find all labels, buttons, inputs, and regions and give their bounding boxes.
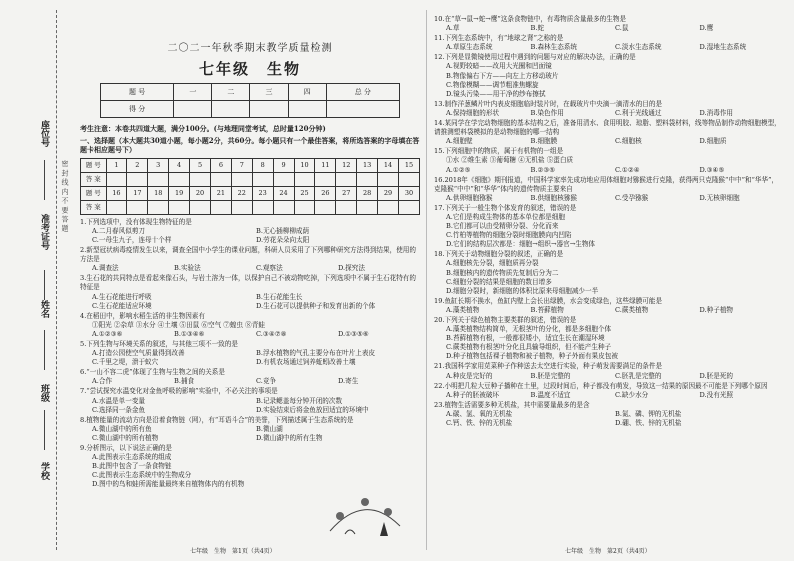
option[interactable]: B.细胞膜 xyxy=(530,137,558,146)
option[interactable]: D.种子植物 xyxy=(699,305,734,314)
question-number-cell: 9 xyxy=(273,158,294,172)
answer-cell[interactable] xyxy=(378,200,399,214)
option-row xyxy=(80,434,420,443)
question-number-cell: 18 xyxy=(148,186,169,200)
grid-header-cell: 答 案 xyxy=(81,200,107,214)
option-row xyxy=(434,410,784,419)
question-item xyxy=(434,362,784,380)
option[interactable]: D.种子植物包括裸子植物和被子植物，种子外面有果皮包被 xyxy=(446,352,618,361)
answer-cell[interactable] xyxy=(315,172,336,186)
option[interactable]: B.细胞核内的遗传物质先复制后分为二 xyxy=(446,268,559,277)
answer-cell[interactable] xyxy=(252,172,273,186)
school-label: 学校 xyxy=(39,462,49,480)
option[interactable]: A.生石花能进行呼吸 xyxy=(92,292,152,301)
exam-title: 二〇二一年秋季期末教学质量检测 xyxy=(167,43,333,54)
question-item xyxy=(434,119,784,146)
name-label: 姓名 xyxy=(39,300,49,318)
question-item xyxy=(434,316,784,361)
question-number-cell: 30 xyxy=(398,186,419,200)
question-item xyxy=(434,176,784,203)
question-number-cell: 4 xyxy=(169,158,190,172)
question-item xyxy=(80,340,420,367)
question-number-cell: 24 xyxy=(273,186,294,200)
ecosystem-diagram xyxy=(320,486,410,541)
option-row xyxy=(434,419,784,428)
answer-cell[interactable] xyxy=(294,172,315,186)
option[interactable]: C.观察法 xyxy=(256,264,283,273)
question-number-cell: 28 xyxy=(357,186,378,200)
option[interactable]: A.藻类植物结构简单，无根茎叶的分化，都是多细胞个体 xyxy=(446,325,612,334)
question-stem: 8.植物能量的流动方向是沿着食物链（网），有“耳语斗合”的美誉，下列描述属于生态系统的是 xyxy=(80,415,354,424)
question-number-cell: 5 xyxy=(190,158,211,172)
option-row xyxy=(80,406,420,415)
answer-cell[interactable] xyxy=(294,200,315,214)
question-item xyxy=(80,274,420,310)
option[interactable]: C.此图表示生态系统中的生物成分 xyxy=(92,471,192,480)
answer-cell[interactable] xyxy=(273,200,294,214)
question-number-cell: 3 xyxy=(148,158,169,172)
question-number-cell: 2 xyxy=(127,158,148,172)
answer-cell[interactable] xyxy=(336,172,357,186)
option[interactable]: D.没有光照 xyxy=(699,390,734,399)
question-stem: 11.下列生态系统中，有“地球之肾”之称的是 xyxy=(434,34,564,43)
answer-cell[interactable] xyxy=(210,172,231,186)
option[interactable]: A.调查法 xyxy=(92,264,119,273)
option[interactable]: B.微山湖 xyxy=(256,424,283,433)
option[interactable]: D.鹰 xyxy=(699,24,714,33)
question-stem: 9.分析图示，以下说法正确的是 xyxy=(80,444,173,453)
grid-header-cell: 答 案 xyxy=(81,172,107,186)
question-stem: 2.新型冠状病毒疫情发生以来，调查全国中小学生的课业问题，科研人员采用了下列哪种研究方法得到结果，使用的方法是 xyxy=(80,246,416,264)
option[interactable]: A.种皮是完好的 xyxy=(446,371,493,380)
question-list-right xyxy=(434,15,784,428)
option[interactable]: C.细胞核 xyxy=(615,137,642,146)
answer-cell[interactable] xyxy=(169,200,190,214)
question-number-cell: 7 xyxy=(231,158,252,172)
exam-id-label: 准考证号 xyxy=(39,214,49,250)
option[interactable]: A.合作 xyxy=(92,377,113,386)
question-number-cell: 14 xyxy=(378,158,399,172)
question-item xyxy=(434,34,784,52)
option-row xyxy=(434,166,784,175)
question-stem: 7.“尝试探究水温变化对金鱼呼吸的影响”实验中，不必关注的事项是 xyxy=(80,387,278,396)
question-stem: 5.下列生物与环境关系的叙述，与其他三项不一致的是 xyxy=(80,340,238,349)
question-stem: 13.制作洋葱鳞片叶内表皮细胞临时装片时，在载玻片中央滴一滴清水的目的是 xyxy=(434,99,663,108)
option[interactable]: C.①②④ xyxy=(615,165,640,174)
question-number-cell: 6 xyxy=(210,158,231,172)
question-stem: 6.“一山不容二虎”体现了生物与生物之间的关系是 xyxy=(80,368,225,377)
answer-cell[interactable] xyxy=(357,172,378,186)
question-number-cell: 16 xyxy=(106,186,127,200)
option[interactable]: B.它们都可以由受精卵分裂、分化而来 xyxy=(446,222,559,231)
question-number-cell: 21 xyxy=(210,186,231,200)
option[interactable]: C.蕨类植物 xyxy=(615,305,649,314)
option-row xyxy=(80,349,420,358)
answer-cell[interactable] xyxy=(169,172,190,186)
option[interactable]: D.生石花可以提供种子和发育出新的个体 xyxy=(256,301,376,310)
option[interactable]: C.利于光线通过 xyxy=(615,108,662,117)
option[interactable]: C.物像模糊——调节粗准焦螺旋 xyxy=(446,80,539,89)
option[interactable]: D.细胞质 xyxy=(699,137,727,146)
option[interactable]: A.细胞壁 xyxy=(446,137,473,146)
seat-number-label: 座位号 xyxy=(39,120,49,147)
option[interactable]: C.鼠 xyxy=(615,24,629,33)
option-row xyxy=(80,264,420,273)
question-item xyxy=(434,15,784,33)
option[interactable]: D.微山湖中的所有生物 xyxy=(256,433,323,442)
question-number-cell: 25 xyxy=(294,186,315,200)
option[interactable]: C.选择同一条金鱼 xyxy=(92,405,146,414)
option[interactable]: C.细胞分裂的结果是细胞的数目增多 xyxy=(446,277,552,286)
option[interactable]: B.染色作用 xyxy=(530,108,564,117)
answer-cell[interactable] xyxy=(315,200,336,214)
question-item xyxy=(80,387,420,414)
answer-cell[interactable] xyxy=(190,172,211,186)
option[interactable]: C.竞争 xyxy=(256,377,277,386)
option[interactable]: B.无心插柳柳成荫 xyxy=(256,226,310,235)
grid-header-cell: 题 号 xyxy=(81,158,107,172)
option[interactable]: B.蛇 xyxy=(530,24,545,33)
answer-cell[interactable] xyxy=(210,200,231,214)
footer-right: 七年级 生物 第2页（共4页） xyxy=(565,548,651,555)
option[interactable]: B.实验法 xyxy=(174,264,201,273)
option[interactable]: B.苔藓植物 xyxy=(530,305,564,314)
exam-subject: 七年级 生物 xyxy=(198,59,301,78)
question-item xyxy=(434,147,784,174)
option[interactable]: A.①②③⑥ xyxy=(92,329,123,338)
option[interactable]: A.①②⑤ xyxy=(446,165,471,174)
binding-margin xyxy=(0,0,70,561)
answer-cell[interactable] xyxy=(231,172,252,186)
option[interactable]: A.打造公园使空气质量得到改善 xyxy=(92,349,185,358)
answer-cell[interactable] xyxy=(357,200,378,214)
question-number-cell: 29 xyxy=(378,186,399,200)
option-row xyxy=(434,372,784,381)
question-stem: 1.下列选项中，没有体现生物特征的是 xyxy=(80,217,192,226)
question-stem: 3.生石花的共同特点是看起来像石头，与岩土溶为一体，以保护自己不被动物吃掉，下列选项中不属于生石花特有的特征是 xyxy=(80,274,416,292)
question-item xyxy=(434,204,784,249)
option[interactable]: B.浮水植物的气孔主要分布在叶片上表皮 xyxy=(256,349,376,358)
option[interactable]: B.胚是完整的 xyxy=(530,371,571,380)
question-stem: 19.鱼缸长期不换水，鱼缸内壁上会长出绿膜，水会变成绿色，这些绿膜可能是 xyxy=(434,296,663,305)
question-stem: 15.下列细胞中的物质，属于有机物的一组是 xyxy=(434,147,564,156)
question-number-cell: 11 xyxy=(315,158,336,172)
question-item xyxy=(434,250,784,295)
question-number-cell: 13 xyxy=(357,158,378,172)
question-stem: 10.在“草→鼠→蛇→鹰”这条食物链中，有毒物质含量最多的生物是 xyxy=(434,15,627,23)
question-item xyxy=(434,297,784,315)
answer-cell[interactable] xyxy=(231,200,252,214)
option[interactable]: C.一母生九子，连母十个样 xyxy=(92,235,172,244)
answer-cell[interactable] xyxy=(106,200,127,214)
answer-cell[interactable] xyxy=(273,172,294,186)
option[interactable]: D.寄生 xyxy=(338,377,359,386)
seal-line xyxy=(56,10,57,550)
question-item xyxy=(80,444,420,489)
question-item xyxy=(80,416,420,443)
option[interactable]: A.它们是构成生物体的基本单位都是细胞 xyxy=(446,212,565,221)
option-row xyxy=(434,194,784,203)
exam-notice: 考生注意：本卷共四道大题，满分100分。(与地理同堂考试，总时量120分钟) xyxy=(80,124,326,134)
option[interactable]: A.藻类植物 xyxy=(446,305,480,314)
option[interactable]: B.物像偏右下方——向左上方移动玻片 xyxy=(446,71,559,80)
option[interactable]: C.钙、铁、锌的无机盐 xyxy=(446,419,513,428)
option[interactable]: C.缺少水分 xyxy=(615,390,649,399)
left-column xyxy=(80,14,420,490)
option[interactable]: D.无核卵细胞 xyxy=(699,193,740,202)
question-stem: 21.我国科学家用苋菜种子作种送去太空进行实验，种子萌发需要满足的条件是 xyxy=(434,362,663,371)
option[interactable]: A.视野较暗——改用大光圈和凹面镜 xyxy=(446,62,552,71)
answer-grid xyxy=(80,158,420,215)
option[interactable]: B.苔藓植物有根，一般都很矮小，适宜生长在潮湿环境 xyxy=(446,334,605,343)
option-row xyxy=(434,24,784,33)
answer-cell[interactable] xyxy=(252,200,273,214)
question-stem: 4.在稻田中，影响水稻生活的非生物因素有 xyxy=(80,311,205,320)
footer-left: 七年级 生物 第1页（共4页） xyxy=(190,548,276,555)
option[interactable]: D.探究法 xyxy=(338,264,365,273)
question-item xyxy=(434,100,784,118)
question-number-cell: 27 xyxy=(336,186,357,200)
question-stem: 22.小明把几粒大豆种子播种在土里，过段时间后，种子都没有萌发，导致这一结果的原因最不可能是下列哪个原因 xyxy=(434,381,768,390)
option-row xyxy=(434,391,784,400)
option-row xyxy=(80,330,420,339)
answer-cell[interactable] xyxy=(127,172,148,186)
option[interactable]: D.它们的结构层次都是：细胞→组织→器官→生物体 xyxy=(446,240,596,249)
option[interactable]: D.①③⑤⑥ xyxy=(338,329,369,338)
option[interactable]: B.森林生态系统 xyxy=(530,43,578,52)
option[interactable]: A.供卵细胞猕猴 xyxy=(446,193,493,202)
question-number-cell: 1 xyxy=(106,158,127,172)
option-row xyxy=(434,43,784,52)
class-label: 班级 xyxy=(39,384,49,402)
option[interactable]: C.生石花能适应环境 xyxy=(92,301,152,310)
option[interactable]: A.碳、氢、氧的无机盐 xyxy=(446,409,513,418)
option[interactable]: D.湿地生态系统 xyxy=(699,43,747,52)
question-stem: 12.下列是显微镜使用过程中遇到的问题与对应的解决办法，正确的是 xyxy=(434,53,636,62)
question-stem: 16.2018年《细胞》期刊报道，中国科学家率先成功地应用体细胞对猕猴进行克隆，获得两只克隆猴“中中”和“华华”，克隆猴“中中”和“华华”体内的遗传物质主要来自 xyxy=(434,175,779,193)
option[interactable]: C.蕨类植物有根茎叶分化且具输导组织，但不能产生种子 xyxy=(446,343,612,352)
option-row xyxy=(80,377,420,386)
question-number-cell: 19 xyxy=(169,186,190,200)
option[interactable]: A.细胞核先分裂，细胞质再分裂 xyxy=(446,259,539,268)
option[interactable]: A.种子的胚被破坏 xyxy=(446,390,500,399)
grid-header-cell: 题 号 xyxy=(81,186,107,200)
option[interactable]: C.淡水生态系统 xyxy=(615,43,662,52)
question-items-list: ①水 ②维生素 ③葡萄糖 ④无机盐 ⑤蛋白质 xyxy=(446,156,574,165)
question-item xyxy=(434,401,784,428)
option[interactable]: D.镜头污染——用干净的纱布擦拭 xyxy=(446,89,546,98)
option[interactable]: A.保持细胞的形状 xyxy=(446,108,500,117)
answer-cell[interactable] xyxy=(190,200,211,214)
question-number-cell: 22 xyxy=(231,186,252,200)
option[interactable]: B.记录鳃盖每分钟开闭的次数 xyxy=(256,396,343,405)
option[interactable]: D.消毒作用 xyxy=(699,108,734,117)
option[interactable]: A.此图表示生态系统的组成 xyxy=(92,453,172,462)
option[interactable]: A.微山湖中的所有鱼 xyxy=(92,424,152,433)
question-item xyxy=(434,382,784,400)
option[interactable]: D.胚是死的 xyxy=(699,371,734,380)
question-number-cell: 20 xyxy=(190,186,211,200)
question-number-cell: 26 xyxy=(315,186,336,200)
option-row xyxy=(80,293,420,302)
option[interactable]: B.生石花能生长 xyxy=(256,292,303,301)
option[interactable]: D.③④⑤ xyxy=(699,165,725,174)
question-list-left xyxy=(80,218,420,490)
option[interactable]: A.草 xyxy=(446,24,460,33)
question-number-cell: 23 xyxy=(252,186,273,200)
answer-cell[interactable] xyxy=(398,172,419,186)
option[interactable]: D.劳花朵朵向太阳 xyxy=(256,235,310,244)
question-item xyxy=(80,312,420,339)
option[interactable]: B.①③④⑥ xyxy=(174,329,205,338)
option[interactable]: B.温度不适宜 xyxy=(530,390,571,399)
question-items-list: ①阳光 ②杂草 ③水分 ④土壤 ⑤田鼠 ⑥空气 ⑦蝗虫 ⑧青蛙 xyxy=(92,320,265,329)
answer-cell[interactable] xyxy=(148,200,169,214)
option[interactable]: C.受孕猕猴 xyxy=(615,193,649,202)
question-item xyxy=(434,53,784,98)
answer-cell[interactable] xyxy=(148,172,169,186)
option[interactable]: A.草原生态系统 xyxy=(446,43,493,52)
option-row xyxy=(434,137,784,146)
column-divider xyxy=(426,10,427,550)
option-row xyxy=(80,227,420,236)
answer-cell[interactable] xyxy=(106,172,127,186)
option-row xyxy=(80,397,420,406)
option[interactable]: D.细胞分裂时，新细胞的体积比原来母细胞减少一半 xyxy=(446,286,599,295)
question-stem: 23.植物生活需要多种无机盐，其中需要量最多的是含 xyxy=(434,400,590,409)
seal-text: 密 封 线 内 不 要 答 题 xyxy=(61,160,69,232)
option-row xyxy=(80,425,420,434)
question-number-cell: 17 xyxy=(127,186,148,200)
option-row xyxy=(80,358,420,367)
section1-header: 一、选择题（本大题共30道小题，每小题2分，共60分。每小题只有一个最佳答案，将所选答案的字母填在答题卡相应题号下） xyxy=(80,135,420,155)
question-stem: 17.下列关于一般生物个体发育的叙述，错误的是 xyxy=(434,203,577,212)
question-item xyxy=(80,246,420,273)
option[interactable]: C.微山湖中的所有植物 xyxy=(92,433,159,442)
option[interactable]: B.②③⑤ xyxy=(530,165,556,174)
option[interactable]: D.硼、铁、锌的无机盐 xyxy=(615,419,682,428)
option-row xyxy=(434,109,784,118)
option[interactable]: D.有机农场通过饲养蚯蚓改善土壤 xyxy=(256,358,356,367)
option[interactable]: C.千里之堤，溃于蚁穴 xyxy=(92,358,159,367)
option[interactable]: C.竹柏等植物的细胞分裂时细胞膜向内凹陷 xyxy=(446,231,572,240)
option[interactable]: B.供细胞核猕猴 xyxy=(530,193,578,202)
option[interactable]: B.氮、磷、钾的无机盐 xyxy=(615,409,682,418)
question-stem: 14.某同学在学完动物细胞的基本结构之后，准备用清水、食用明胶、琼脂、塑料袋材料，线等物品制作动物细胞模型，请推测塑料袋模拟的是动物细胞的哪一结构 xyxy=(434,119,781,137)
option[interactable]: C.③④⑦⑧ xyxy=(256,329,287,338)
answer-cell[interactable] xyxy=(378,172,399,186)
question-item xyxy=(80,218,420,245)
option[interactable]: A.水温是单一变量 xyxy=(92,396,146,405)
option[interactable]: C.胚乳是完整的 xyxy=(615,371,662,380)
option-row xyxy=(434,306,784,315)
score-table: 题 号 一 二 三 四 总 分 得 分 xyxy=(100,83,400,118)
answer-cell[interactable] xyxy=(127,200,148,214)
option[interactable]: D.图中的鸟和蛙所需能量最终来自植物体内的有机物 xyxy=(92,480,245,489)
question-number-cell: 12 xyxy=(336,158,357,172)
option[interactable]: A.二月春风似剪刀 xyxy=(92,226,146,235)
question-number-cell: 10 xyxy=(294,158,315,172)
question-number-cell: 15 xyxy=(398,158,419,172)
option[interactable]: B.捕食 xyxy=(174,377,195,386)
option[interactable]: D.实验结束后将金鱼放回适宜的环境中 xyxy=(256,405,369,414)
question-item xyxy=(80,368,420,386)
right-column xyxy=(434,14,784,428)
answer-cell[interactable] xyxy=(398,200,419,214)
question-stem: 18.下列关于动物细胞分裂的叙述，正确的是 xyxy=(434,250,564,259)
answer-cell[interactable] xyxy=(336,200,357,214)
option-row xyxy=(80,302,420,311)
option[interactable]: B.此图中包含了一条食物链 xyxy=(92,462,172,471)
option-row xyxy=(80,236,420,245)
question-stem: 20.下列关于绿色植物主要类群的叙述，错误的是 xyxy=(434,316,577,324)
question-number-cell: 8 xyxy=(252,158,273,172)
